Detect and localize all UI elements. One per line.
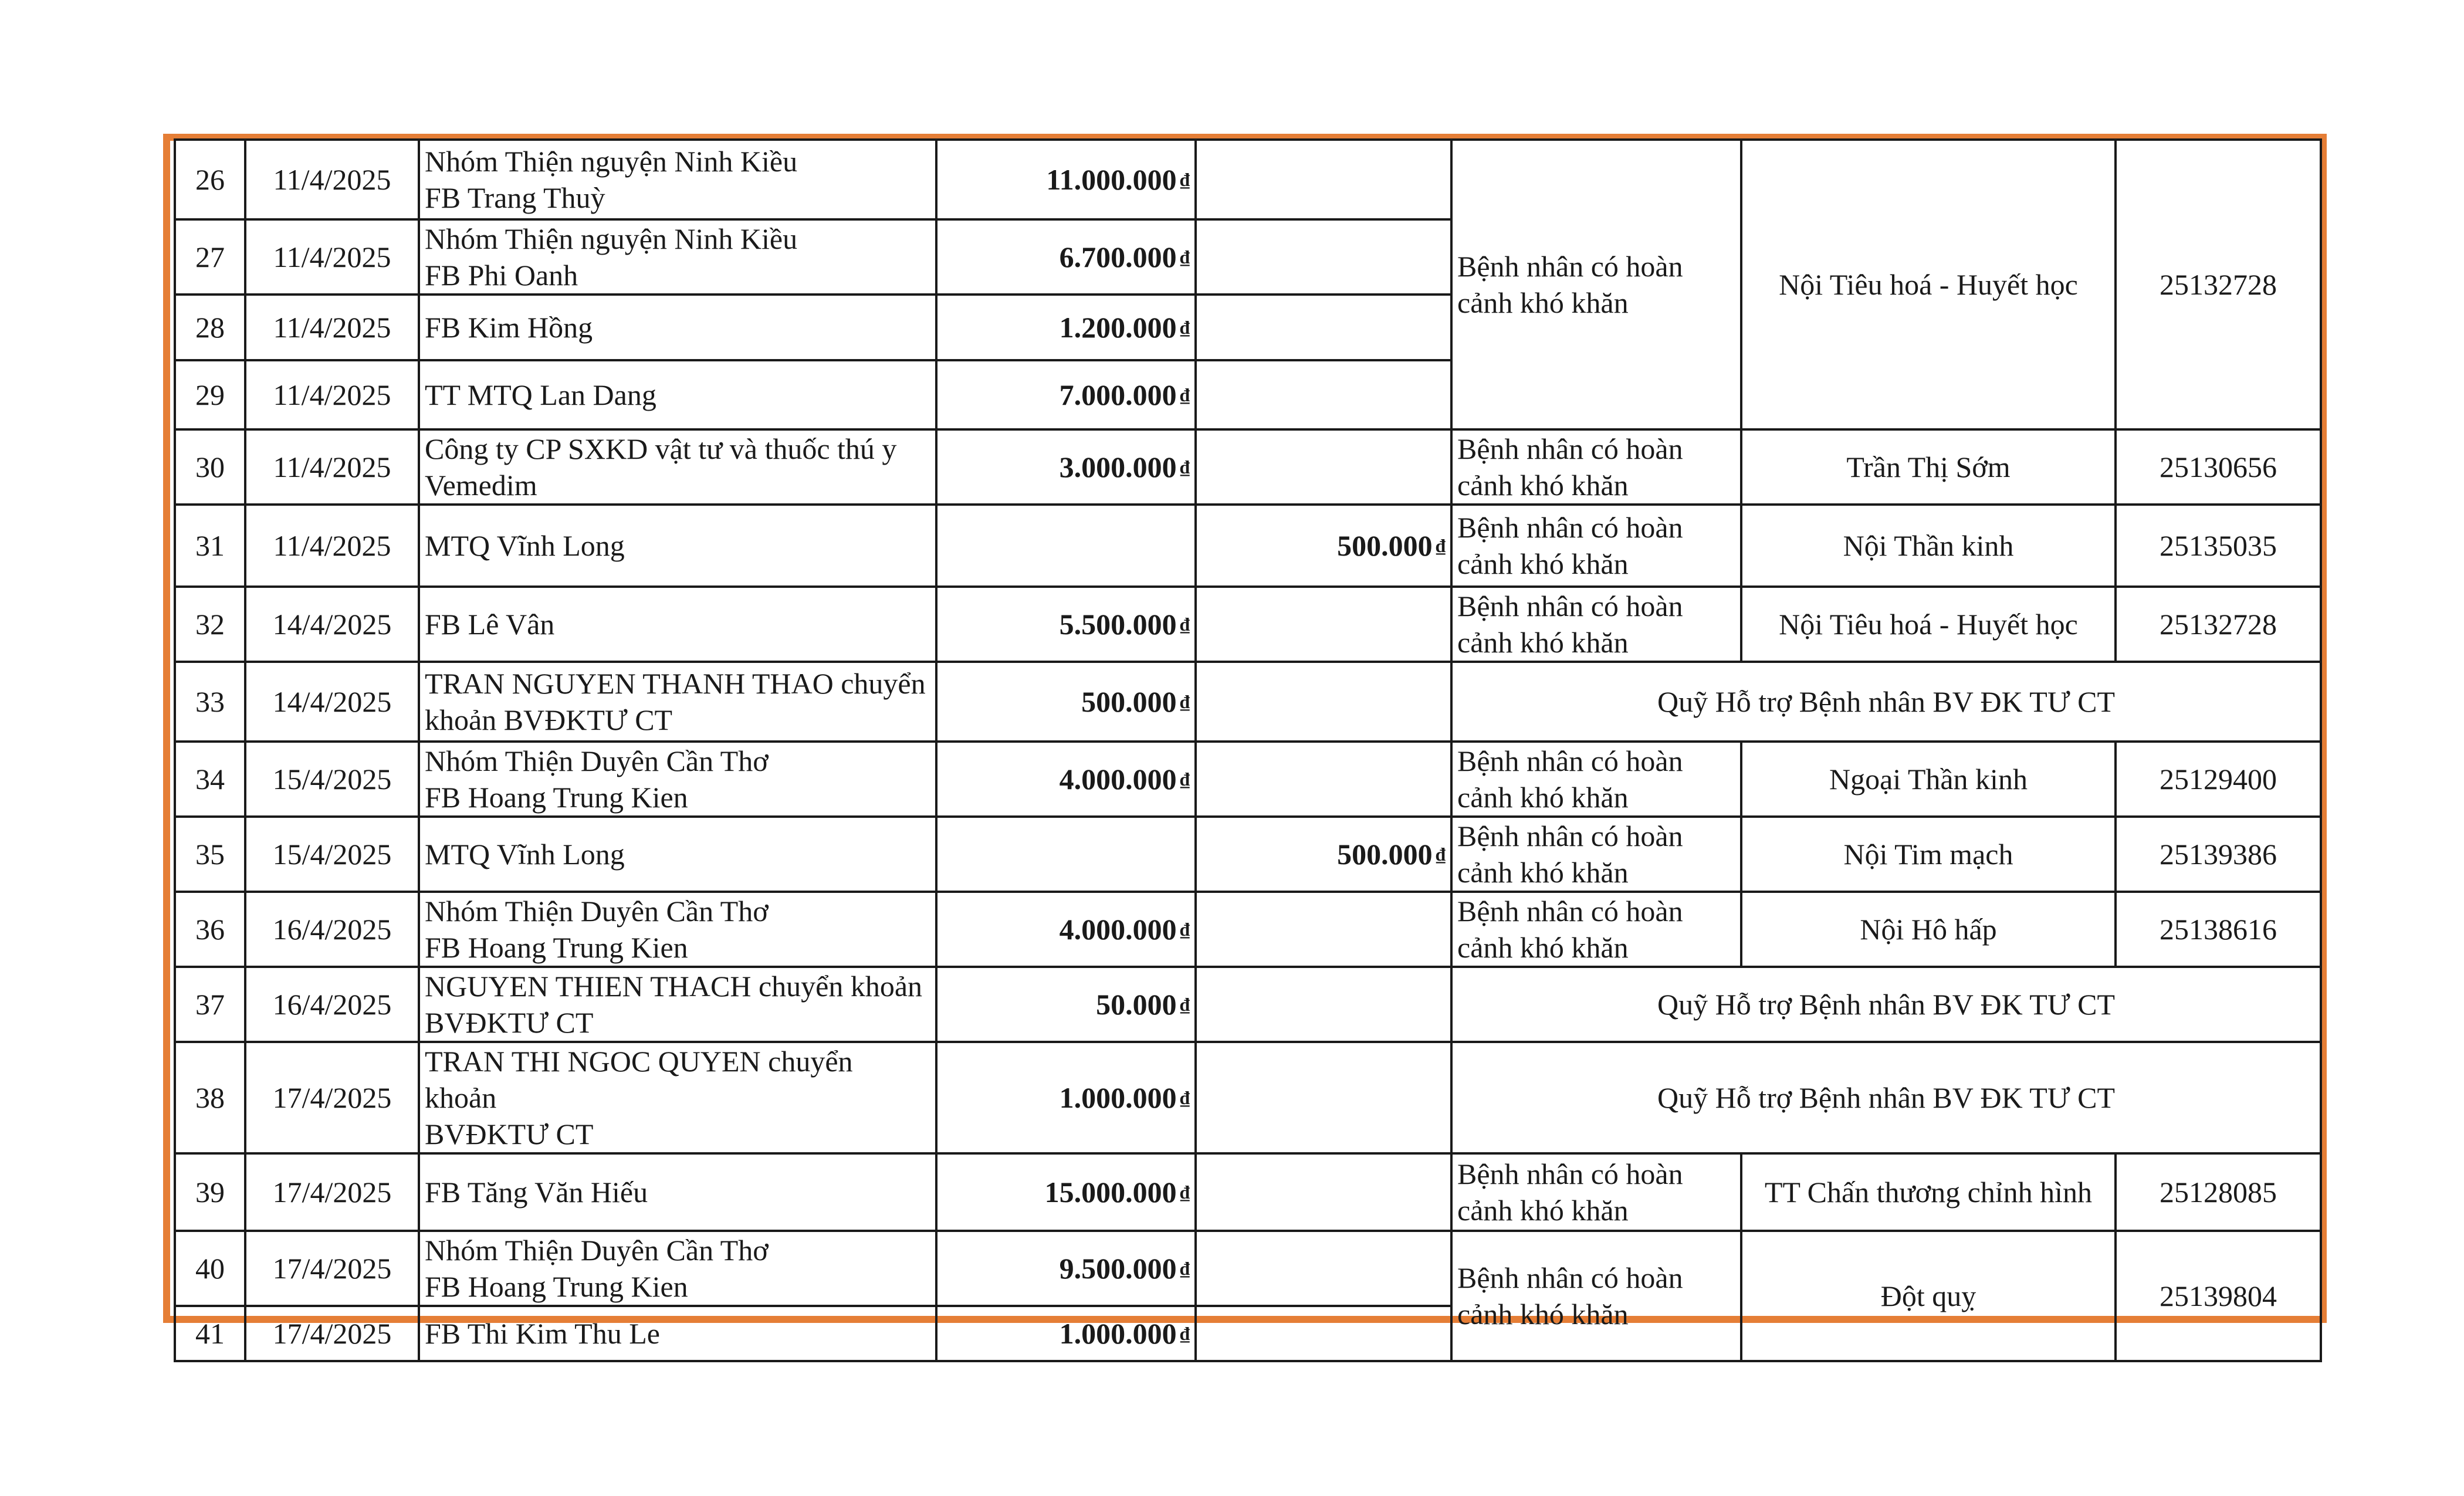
table-row — [175, 742, 2321, 817]
currency-symbol: ₫ — [1180, 1182, 1190, 1203]
patient-code: 25130656 — [2116, 429, 2321, 505]
amount-secondary — [1196, 662, 1451, 742]
amount-received — [936, 662, 1196, 742]
recipient-department: Nội Tiêu hoá - Huyết học — [1741, 140, 2116, 429]
recipient-department: Nội Hô hấp — [1741, 892, 2116, 967]
patient-code: 25132728 — [2116, 587, 2321, 662]
row-date: 17/4/2025 — [245, 1306, 419, 1361]
recipient-department: Nội Thần kinh — [1741, 505, 2116, 587]
amount-received — [936, 295, 1196, 360]
amount-received-value: 500.000 — [1081, 685, 1177, 718]
table-row — [175, 1042, 2321, 1153]
donor-name: MTQ Vĩnh Long — [419, 817, 936, 892]
amount-secondary-value: 500.000 — [1337, 529, 1433, 562]
recipient-purpose: Bệnh nhân có hoàn cảnh khó khăn — [1451, 892, 1741, 967]
row-date: 17/4/2025 — [245, 1153, 419, 1231]
currency-symbol: ₫ — [1180, 1087, 1190, 1108]
support-fund: Quỹ Hỗ trợ Bệnh nhân BV ĐK TƯ CT — [1451, 1042, 2321, 1153]
row-number: 36 — [175, 892, 245, 967]
amount-received-value: 3.000.000 — [1059, 451, 1177, 483]
row-date: 15/4/2025 — [245, 817, 419, 892]
recipient-purpose: Bệnh nhân có hoàn cảnh khó khăn — [1451, 140, 1741, 429]
amount-received — [936, 219, 1196, 295]
recipient-department: TT Chấn thương chỉnh hình — [1741, 1153, 2116, 1231]
amount-secondary — [1196, 587, 1451, 662]
currency-symbol: ₫ — [1436, 844, 1446, 865]
recipient-department: Đột quỵ — [1741, 1231, 2116, 1361]
row-date: 17/4/2025 — [245, 1231, 419, 1306]
row-date: 11/4/2025 — [245, 295, 419, 360]
table-row — [175, 587, 2321, 662]
row-date: 11/4/2025 — [245, 429, 419, 505]
amount-received-value: 50.000 — [1096, 988, 1177, 1021]
recipient-department: Nội Tiêu hoá - Huyết học — [1741, 587, 2116, 662]
amount-received — [936, 817, 1196, 892]
row-number: 38 — [175, 1042, 245, 1153]
amount-received-value: 11.000.000 — [1046, 163, 1177, 196]
amount-received — [936, 429, 1196, 505]
donor-name: FB Lê Vân — [419, 587, 936, 662]
recipient-purpose: Bệnh nhân có hoàn cảnh khó khăn — [1451, 817, 1741, 892]
row-number: 26 — [175, 140, 245, 219]
row-date: 16/4/2025 — [245, 892, 419, 967]
donor-name: Nhóm Thiện Duyên Cần Thơ FB Hoang Trung Kien — [419, 742, 936, 817]
currency-symbol: ₫ — [1180, 769, 1190, 790]
donor-name: Nhóm Thiện Duyên Cần Thơ FB Hoang Trung Kien — [419, 1231, 936, 1306]
donor-name: TRAN NGUYEN THANH THAO chuyển khoản BVĐKTƯ CT — [419, 662, 936, 742]
amount-received — [936, 1231, 1196, 1306]
amount-secondary — [1196, 219, 1451, 295]
row-date: 14/4/2025 — [245, 662, 419, 742]
amount-secondary — [1196, 742, 1451, 817]
amount-received — [936, 1153, 1196, 1231]
donor-name: Công ty CP SXKD vật tư và thuốc thú y Vemedim — [419, 429, 936, 505]
row-number: 34 — [175, 742, 245, 817]
recipient-purpose: Bệnh nhân có hoàn cảnh khó khăn — [1451, 742, 1741, 817]
donor-name: MTQ Vĩnh Long — [419, 505, 936, 587]
table-row — [175, 662, 2321, 742]
amount-secondary — [1196, 1153, 1451, 1231]
row-number: 37 — [175, 967, 245, 1042]
amount-secondary — [1196, 892, 1451, 967]
donor-name: Nhóm Thiện nguyện Ninh Kiều FB Phi Oanh — [419, 219, 936, 295]
currency-symbol: ₫ — [1180, 614, 1190, 635]
table-row — [175, 1231, 2321, 1306]
amount-received-value: 6.700.000 — [1059, 241, 1177, 273]
amount-received-value: 1.000.000 — [1059, 1081, 1177, 1114]
donor-name: TT MTQ Lan Dang — [419, 360, 936, 429]
amount-secondary — [1196, 140, 1451, 219]
row-number: 35 — [175, 817, 245, 892]
support-fund: Quỹ Hỗ trợ Bệnh nhân BV ĐK TƯ CT — [1451, 967, 2321, 1042]
currency-symbol: ₫ — [1180, 919, 1190, 940]
row-number: 41 — [175, 1306, 245, 1361]
amount-received-value: 5.500.000 — [1059, 608, 1177, 641]
recipient-department: Nội Tim mạch — [1741, 817, 2116, 892]
donor-name: Nhóm Thiện nguyện Ninh Kiều FB Trang Thuỳ — [419, 140, 936, 219]
row-date: 14/4/2025 — [245, 587, 419, 662]
amount-secondary — [1196, 505, 1451, 587]
patient-code: 25139804 — [2116, 1231, 2321, 1361]
row-date: 15/4/2025 — [245, 742, 419, 817]
currency-symbol: ₫ — [1180, 384, 1190, 405]
row-number: 33 — [175, 662, 245, 742]
row-date: 16/4/2025 — [245, 967, 419, 1042]
row-number: 31 — [175, 505, 245, 587]
amount-received — [936, 1042, 1196, 1153]
table-row — [175, 967, 2321, 1042]
donor-name: TRAN THI NGOC QUYEN chuyển khoản BVĐKTƯ CT — [419, 1042, 936, 1153]
patient-code: 25135035 — [2116, 505, 2321, 587]
currency-symbol: ₫ — [1180, 1323, 1190, 1344]
row-number: 40 — [175, 1231, 245, 1306]
currency-symbol: ₫ — [1180, 246, 1190, 268]
row-number: 32 — [175, 587, 245, 662]
amount-secondary — [1196, 360, 1451, 429]
donor-name: NGUYEN THIEN THACH chuyển khoản BVĐKTƯ CT — [419, 967, 936, 1042]
donor-name: FB Kim Hồng — [419, 295, 936, 360]
amount-received — [936, 505, 1196, 587]
amount-secondary — [1196, 1231, 1451, 1306]
amount-received-value: 7.000.000 — [1059, 378, 1177, 411]
amount-secondary — [1196, 817, 1451, 892]
table-row — [175, 1153, 2321, 1231]
row-number: 29 — [175, 360, 245, 429]
amount-received — [936, 587, 1196, 662]
patient-code: 25139386 — [2116, 817, 2321, 892]
row-number: 28 — [175, 295, 245, 360]
patient-code: 25128085 — [2116, 1153, 2321, 1231]
amount-secondary-value: 500.000 — [1337, 838, 1433, 871]
row-date: 11/4/2025 — [245, 219, 419, 295]
row-number: 27 — [175, 219, 245, 295]
currency-symbol: ₫ — [1180, 169, 1190, 190]
recipient-purpose: Bệnh nhân có hoàn cảnh khó khăn — [1451, 587, 1741, 662]
row-number: 39 — [175, 1153, 245, 1231]
currency-symbol: ₫ — [1180, 317, 1190, 338]
amount-received-value: 4.000.000 — [1059, 763, 1177, 796]
amount-received — [936, 967, 1196, 1042]
table-row — [175, 892, 2321, 967]
row-date: 17/4/2025 — [245, 1042, 419, 1153]
amount-received-value: 15.000.000 — [1044, 1176, 1177, 1209]
amount-secondary — [1196, 1306, 1451, 1361]
row-date: 11/4/2025 — [245, 140, 419, 219]
currency-symbol: ₫ — [1180, 456, 1190, 478]
recipient-purpose: Bệnh nhân có hoàn cảnh khó khăn — [1451, 505, 1741, 587]
table-row — [175, 817, 2321, 892]
patient-code: 25138616 — [2116, 892, 2321, 967]
amount-received — [936, 742, 1196, 817]
currency-symbol: ₫ — [1180, 1258, 1190, 1279]
row-date: 11/4/2025 — [245, 505, 419, 587]
patient-code: 25132728 — [2116, 140, 2321, 429]
recipient-department: Ngoại Thần kinh — [1741, 742, 2116, 817]
amount-secondary — [1196, 295, 1451, 360]
row-number: 30 — [175, 429, 245, 505]
amount-received — [936, 1306, 1196, 1361]
table-row — [175, 505, 2321, 587]
currency-symbol: ₫ — [1436, 535, 1446, 556]
amount-secondary — [1196, 1042, 1451, 1153]
table-row — [175, 140, 2321, 219]
amount-secondary — [1196, 967, 1451, 1042]
table-row — [175, 429, 2321, 505]
amount-received — [936, 360, 1196, 429]
amount-received-value: 1.200.000 — [1059, 311, 1177, 344]
donation-table — [174, 138, 2322, 1362]
recipient-purpose: Bệnh nhân có hoàn cảnh khó khăn — [1451, 1231, 1741, 1361]
amount-received — [936, 140, 1196, 219]
donor-name: FB Thi Kim Thu Le — [419, 1306, 936, 1361]
donor-name: Nhóm Thiện Duyên Cần Thơ FB Hoang Trung Kien — [419, 892, 936, 967]
amount-received-value: 4.000.000 — [1059, 913, 1177, 946]
recipient-purpose: Bệnh nhân có hoàn cảnh khó khăn — [1451, 429, 1741, 505]
row-date: 11/4/2025 — [245, 360, 419, 429]
support-fund: Quỹ Hỗ trợ Bệnh nhân BV ĐK TƯ CT — [1451, 662, 2321, 742]
patient-code: 25129400 — [2116, 742, 2321, 817]
recipient-purpose: Bệnh nhân có hoàn cảnh khó khăn — [1451, 1153, 1741, 1231]
amount-secondary — [1196, 429, 1451, 505]
amount-received-value: 1.000.000 — [1059, 1317, 1177, 1350]
currency-symbol: ₫ — [1180, 691, 1190, 712]
amount-received — [936, 892, 1196, 967]
currency-symbol: ₫ — [1180, 994, 1190, 1015]
donor-name: FB Tăng Văn Hiếu — [419, 1153, 936, 1231]
recipient-department: Trần Thị Sớm — [1741, 429, 2116, 505]
amount-received-value: 9.500.000 — [1059, 1252, 1177, 1285]
